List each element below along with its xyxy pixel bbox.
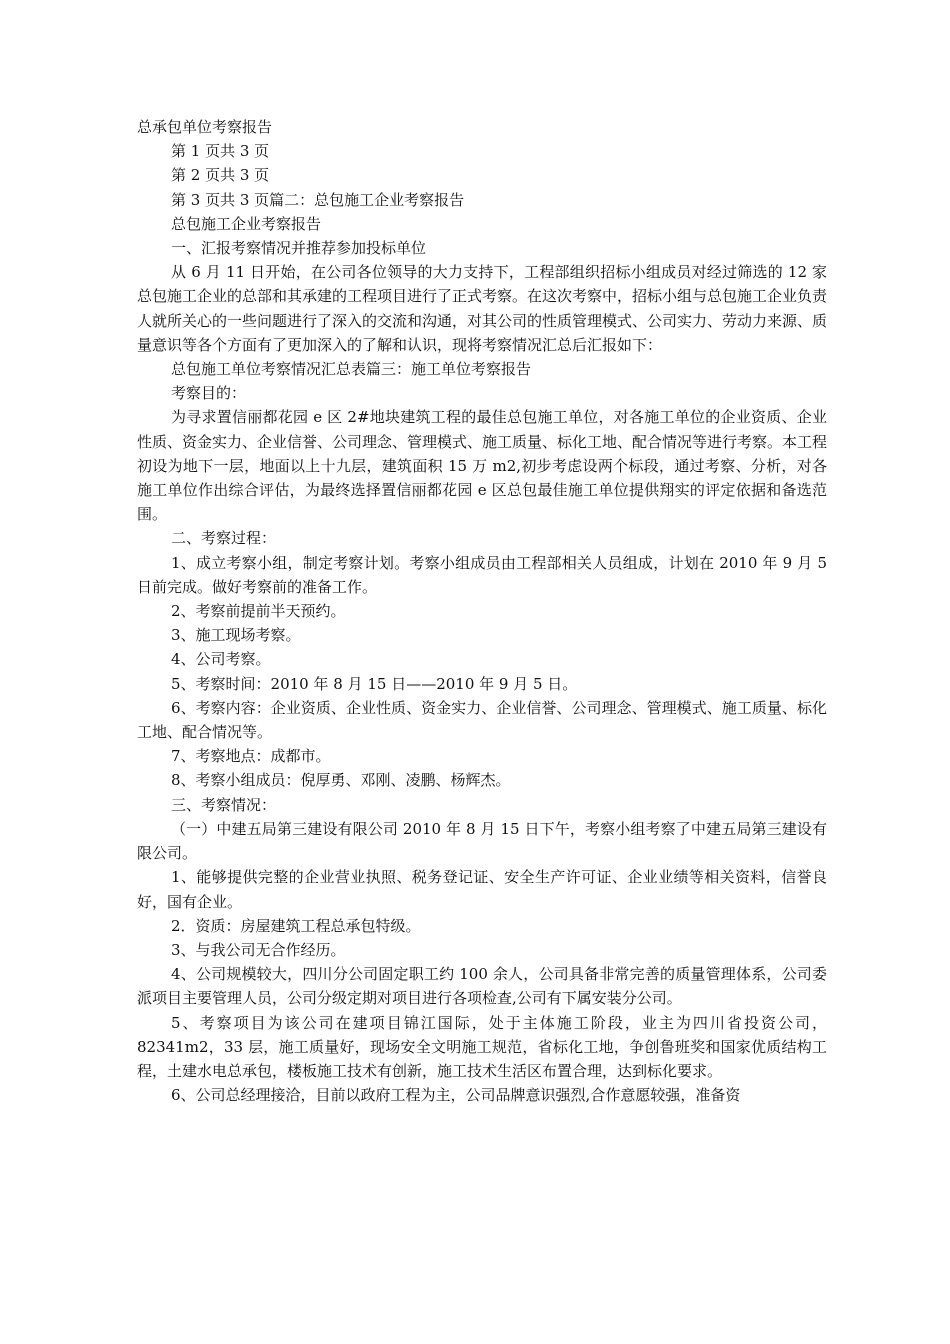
paragraph: 总包施工单位考察情况汇总表篇三：施工单位考察报告 — [171, 360, 532, 379]
paragraph: （一）中建五局第三建设有限公司 2010 年 8 月 15 日下午，考察小组考察了中建五局第三建设有限公司。 — [137, 819, 827, 863]
list-item: 2、考察前提前半天预约。 — [171, 602, 346, 621]
paragraph: 总包施工企业考察报告 — [171, 214, 322, 233]
list-item: 7、考察地点：成都市。 — [171, 747, 331, 766]
section-heading: 一、汇报考察情况并推荐参加投标单位 — [171, 239, 427, 258]
list-item: 3、施工现场考察。 — [171, 626, 301, 645]
list-item: 8、考察小组成员：倪厚勇、邓刚、凌鹏、杨辉杰。 — [171, 771, 511, 790]
section-heading: 二、考察过程： — [171, 529, 277, 548]
paragraph: 第 2 页共 3 页 — [171, 166, 270, 185]
document-title: 总承包单位考察报告 — [137, 118, 273, 136]
list-item: 4、公司考察。 — [171, 650, 271, 669]
paragraph: 考察目的： — [171, 384, 247, 403]
list-item: 3、与我公司无合作经历。 — [171, 940, 346, 959]
list-item: 1、能够提供完整的企业营业执照、税务登记证、安全生产许可证、企业业绩等相关资料，信誉良好，国有企业。 — [137, 868, 827, 911]
list-item: 5、考察时间：2010 年 8 月 15 日——2010 年 9 月 5 日。 — [171, 674, 578, 693]
list-item: 5、考察项目为该公司在建项目锦江国际，处于主体施工阶段，业主为四川省投资公司，82341m2，33 层，施工质量好，现场安全文明施工规范，省标化工地，争创鲁班奖和国家优质结构工程，土建水电总承包，楼板施工技术有创新，施工技术生活区布置合理，达到标化要求。 — [137, 1013, 827, 1080]
list-item: 1、成立考察小组，制定考察计划。考察小组成员由工程部相关人员组成，计划在 2010 年 9 月 5 日前完成。做好考察前的准备工作。 — [137, 553, 827, 596]
paragraph: 为寻求置信丽都花园 e 区 2#地块建筑工程的最佳总包施工单位，对各施工单位的企业资质、企业性质、资金实力、企业信誉、公司理念、管理模式、施工质量、标化工地、配合情况等进行考察。本工程初设为地下一层，地面以上十九层，建筑面积 15 万 m2,初步考虑设两个标段，通过考察、分析，对各施工单位作出综合评估，为最终选择置信丽都花园 e 区总包最佳施工单位提供翔实的评定依据和备选范围。 — [137, 408, 828, 524]
paragraph: 从 6 月 11 日开始，在公司各位领导的大力支持下，工程部组织招标小组成员对经过筛选的 12 家总包施工企业的总部和其承建的工程项目进行了正式考察。在这次考察中，招标小组与总包施工企业负责人就所关心的一些问题进行了深入的交流和沟通，对其公司的性质管理模式、公司实力、劳动力来源、质量意识等各个方面有了更加深入的了解和认识，现将考察情况汇总后汇报如下： — [137, 263, 828, 354]
document-body — [137, 115, 827, 1107]
paragraph: 第 3 页共 3 页篇二：总包施工企业考察报告 — [171, 190, 465, 209]
list-item: 6、考察内容：企业资质、企业性质、资金实力、企业信誉、公司理念、管理模式、施工质量、标化工地、配合情况等。 — [137, 698, 827, 742]
list-item: 2．资质：房屋建筑工程总承包特级。 — [171, 916, 421, 935]
paragraph: 第 1 页共 3 页 — [171, 142, 270, 161]
section-heading: 三、考察情况： — [171, 795, 277, 814]
list-item: 4、公司规模较大，四川分公司固定职工约 100 余人，公司具备非常完善的质量管理体系，公司委派项目主要管理人员，公司分级定期对项目进行各项检查,公司有下属安装分公司。 — [137, 965, 827, 1008]
list-item: 6、公司总经理接洽，目前以政府工程为主，公司品牌意识强烈,合作意愿较强，准备资 — [171, 1086, 741, 1105]
